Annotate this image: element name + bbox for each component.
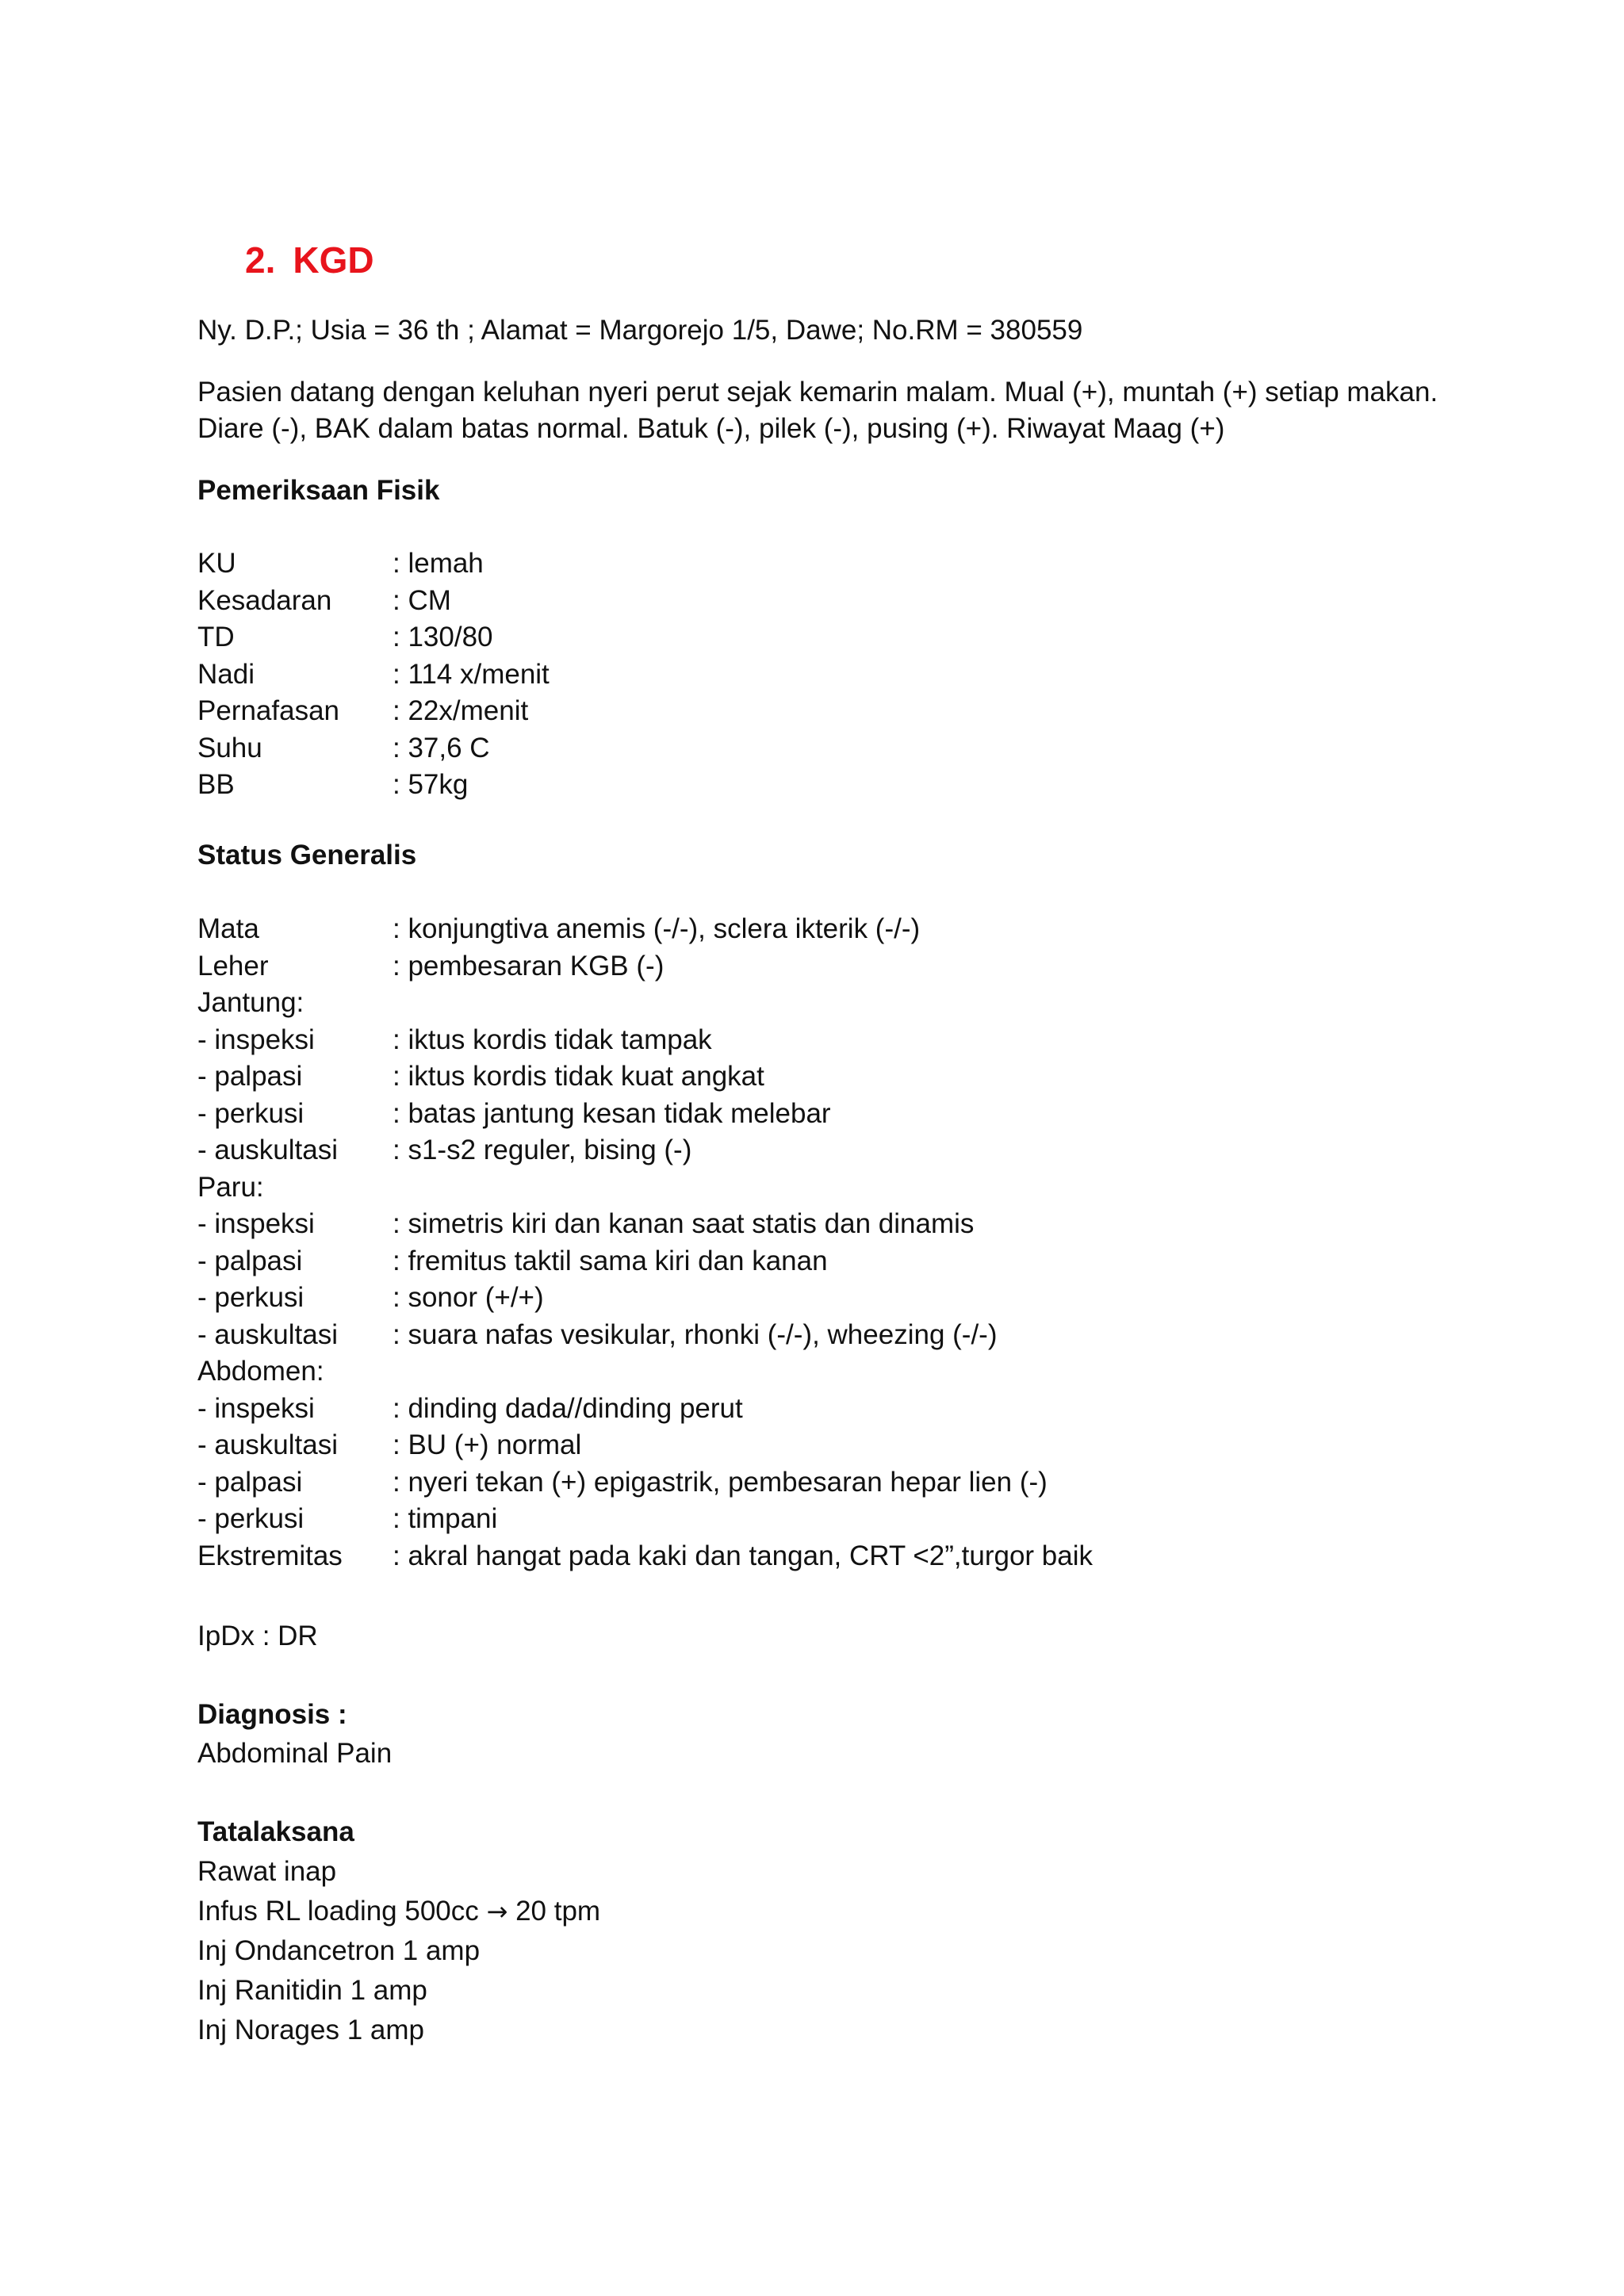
vital-sign-row (197, 583, 550, 620)
exam-finding-row (197, 1427, 1093, 1464)
vital-sign-value: : lemah (393, 548, 484, 579)
exam-finding-row (197, 1317, 1093, 1354)
exam-finding-row (197, 1022, 1093, 1059)
exam-finding-row (197, 1501, 1093, 1538)
exam-finding-row (197, 1464, 1093, 1502)
exam-finding-row (197, 1243, 1093, 1280)
exam-finding-value: : konjungtiva anemis (-/-), sclera ikterik (-/-) (393, 913, 921, 944)
vital-sign-label: Pernafasan (197, 695, 340, 726)
treatment-item-text: Infus RL loading 500cc (197, 1896, 479, 1927)
exam-finding-value: : simetris kiri dan kanan saat statis dan dinamis (393, 1208, 975, 1239)
exam-finding-value: : s1-s2 reguler, bising (-) (393, 1135, 692, 1165)
exam-finding-row (197, 1353, 1093, 1391)
section-number: 2. (245, 239, 276, 281)
exam-finding-value: : sonor (+/+) (393, 1282, 544, 1313)
vital-sign-row (197, 693, 550, 730)
exam-finding-label: - palpasi (197, 1466, 303, 1498)
exam-finding-label: Jantung: (197, 987, 304, 1018)
vital-sign-value: : 114 x/menit (393, 658, 550, 690)
vital-sign-row (197, 767, 550, 804)
physical-exam-title: Pemeriksaan Fisik (197, 475, 440, 506)
vital-signs-list (197, 545, 550, 804)
exam-finding-label: - inspeksi (197, 1024, 315, 1055)
exam-finding-row (197, 1096, 1093, 1133)
exam-finding-row (197, 1058, 1093, 1096)
status-generalis-title: Status Generalis (197, 840, 417, 871)
exam-finding-value: : dinding dada//dinding perut (393, 1392, 743, 1424)
exam-finding-label: - auskultasi (197, 1318, 339, 1350)
treatment-item: Inj Norages 1 amp (197, 2015, 424, 2045)
exam-finding-value: : nyeri tekan (+) epigastrik, pembesaran hepar lien (-) (393, 1466, 1048, 1498)
exam-finding-row (197, 985, 1093, 1022)
vital-sign-label: TD (197, 622, 235, 652)
exam-finding-label: - palpasi (197, 1245, 303, 1276)
vital-sign-row (197, 545, 550, 583)
vital-sign-label: Kesadaran (197, 584, 332, 616)
vital-sign-row (197, 619, 550, 656)
exam-finding-row (197, 1280, 1093, 1317)
chief-complaint (197, 374, 1438, 447)
complaint-line: Diare (-), BAK dalam batas normal. Batuk (-), pilek (-), pusing (+). Riwayat Maag (+) (197, 413, 1225, 444)
exam-finding-row (197, 1391, 1093, 1428)
vital-sign-value: : 22x/menit (393, 695, 529, 726)
exam-finding-row (197, 948, 1093, 985)
vital-sign-value: : 57kg (393, 769, 469, 800)
treatment-item: Rawat inap (197, 1856, 337, 1887)
exam-finding-label: Paru: (197, 1171, 264, 1203)
treatment-item (197, 1893, 600, 1933)
exam-finding-label: - auskultasi (197, 1135, 339, 1165)
exam-finding-label: - auskultasi (197, 1429, 339, 1460)
status-generalis-list (197, 911, 1093, 1575)
exam-finding-value: : timpani (393, 1503, 498, 1534)
exam-finding-label: - perkusi (197, 1282, 304, 1313)
exam-finding-value: : fremitus taktil sama kiri dan kanan (393, 1245, 828, 1276)
vital-sign-value: : 130/80 (393, 622, 493, 652)
exam-finding-value: : batas jantung kesan tidak melebar (393, 1097, 831, 1129)
exam-finding-label: Leher (197, 950, 269, 982)
vital-sign-value: : CM (393, 584, 451, 616)
exam-finding-value: : iktus kordis tidak kuat angkat (393, 1061, 764, 1092)
diagnosis-value: Abdominal Pain (197, 1738, 393, 1769)
vital-sign-label: Nadi (197, 658, 255, 690)
exam-finding-value: : pembesaran KGB (-) (393, 950, 665, 982)
exam-finding-label: - inspeksi (197, 1208, 315, 1239)
section-title: KGD (293, 239, 374, 281)
vital-sign-row (197, 656, 550, 694)
exam-finding-label: Ekstremitas (197, 1540, 343, 1571)
treatment-list (197, 1854, 600, 2052)
exam-finding-value: : suara nafas vesikular, rhonki (-/-), wheezing (-/-) (393, 1318, 998, 1350)
exam-finding-value: : akral hangat pada kaki dan tangan, CRT <2”,turgor baik (393, 1540, 1094, 1571)
diagnosis-title: Diagnosis : (197, 1699, 347, 1730)
exam-finding-row (197, 1206, 1093, 1243)
vital-sign-value: : 37,6 C (393, 732, 490, 763)
vital-sign-label: Suhu (197, 732, 262, 763)
exam-finding-row (197, 1169, 1093, 1207)
treatment-item: Inj Ondancetron 1 amp (197, 1935, 481, 1966)
exam-finding-label: - palpasi (197, 1061, 303, 1092)
exam-finding-value: : BU (+) normal (393, 1429, 582, 1460)
treatment-item: Inj Ranitidin 1 amp (197, 1975, 427, 2006)
vital-sign-row (197, 730, 550, 767)
exam-finding-row (197, 1132, 1093, 1169)
complaint-line: Pasien datang dengan keluhan nyeri perut sejak kemarin malam. Mual (+), muntah (+) setiap makan. (197, 377, 1438, 408)
exam-finding-label: Mata (197, 913, 259, 944)
exam-finding-row (197, 911, 1093, 948)
exam-finding-label: - inspeksi (197, 1392, 315, 1424)
patient-identity: Ny. D.P.; Usia = 36 th ; Alamat = Margorejo 1/5, Dawe; No.RM = 380559 (197, 315, 1083, 346)
arrow-right-icon: → (486, 1896, 508, 1927)
ipdx-line: IpDx : DR (197, 1621, 318, 1651)
section-heading (245, 236, 374, 284)
exam-finding-label: - perkusi (197, 1097, 304, 1129)
exam-finding-row (197, 1538, 1093, 1575)
tatalaksana-title: Tatalaksana (197, 1816, 354, 1847)
vital-sign-label: KU (197, 548, 236, 579)
exam-finding-label: - perkusi (197, 1503, 304, 1534)
treatment-rate: 20 tpm (515, 1896, 601, 1927)
exam-finding-value: : iktus kordis tidak tampak (393, 1024, 712, 1055)
vital-sign-label: BB (197, 769, 235, 800)
exam-finding-label: Abdomen: (197, 1356, 324, 1387)
